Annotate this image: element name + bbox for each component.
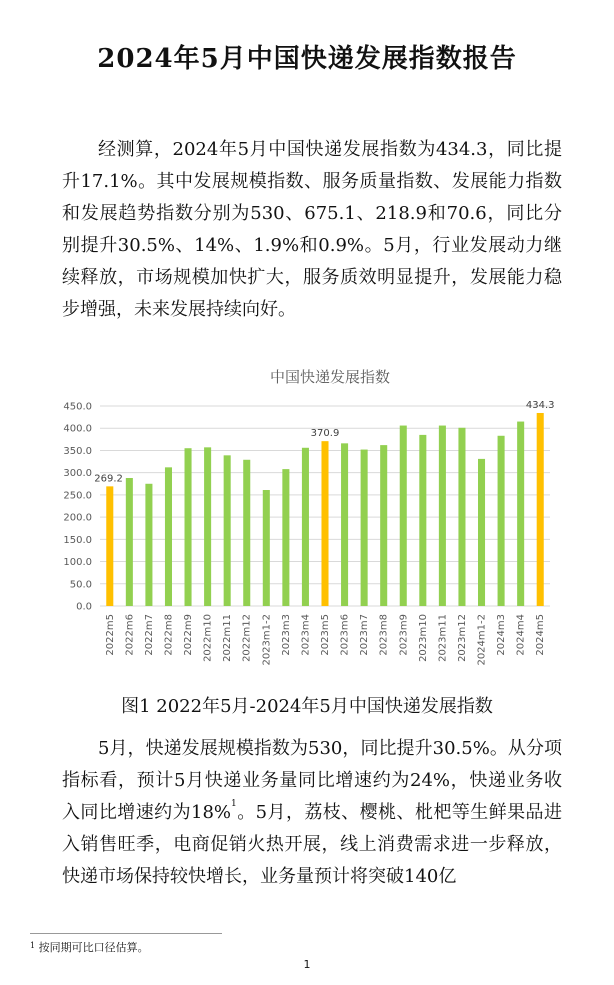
y-tick-label: 200.0 bbox=[63, 512, 92, 524]
x-tick-label: 2024m1-2 bbox=[476, 614, 488, 666]
x-tick-label: 2022m6 bbox=[124, 614, 136, 656]
bar-2023m1-2[interactable] bbox=[263, 490, 270, 606]
bar-2023m7[interactable] bbox=[361, 450, 368, 606]
bar-2023m9[interactable] bbox=[400, 426, 407, 606]
x-tick-label: 2023m10 bbox=[417, 614, 429, 662]
y-tick-label: 250.0 bbox=[63, 490, 92, 502]
scale-text bbox=[62, 733, 562, 893]
page-number: 1 bbox=[303, 958, 311, 971]
x-tick-label: 2023m8 bbox=[378, 614, 390, 656]
scale-text-b: 。5月，荔枝、樱桃、枇杷等生鲜果品进入销售旺季，电商促销火热开展，线上消费需求进一步释放，快递市场保持较快增长，业务量预计将突破140亿 bbox=[62, 802, 562, 887]
bar-2024m1-2[interactable] bbox=[478, 459, 485, 606]
x-tick-label: 2022m8 bbox=[163, 614, 175, 656]
x-tick-label: 2024m4 bbox=[515, 614, 527, 656]
chart-title: 中国快递发展指数 bbox=[269, 368, 391, 386]
intro-paragraph bbox=[62, 134, 562, 326]
y-tick-label: 0.0 bbox=[76, 601, 92, 613]
bar-2022m12[interactable] bbox=[243, 460, 250, 606]
figure-caption: 图1 2022年5月-2024年5月中国快递发展指数 bbox=[121, 696, 493, 717]
x-tick-label: 2023m5 bbox=[320, 614, 331, 656]
bar-2023m4[interactable] bbox=[302, 448, 309, 606]
bar-2023m12[interactable] bbox=[458, 428, 465, 606]
bar-2022m10[interactable] bbox=[204, 447, 211, 606]
y-tick-label: 350.0 bbox=[63, 445, 92, 457]
bar-2022m7[interactable] bbox=[145, 484, 152, 606]
x-tick-label: 2023m3 bbox=[280, 614, 292, 656]
x-tick-label: 2023m7 bbox=[359, 614, 371, 656]
x-tick-label: 2022m10 bbox=[202, 614, 214, 662]
y-tick-label: 450.0 bbox=[63, 401, 92, 413]
scale-text-a: 5月，快递发展规模指数为530，同比提升30.5%。从分项指标看，预计5月快递业务量同比增速约为24%，快递业务收入同比增速约为18% bbox=[62, 738, 562, 823]
report-title: 2024年5月中国快递发展指数报告 bbox=[97, 44, 517, 74]
bar-2024m3[interactable] bbox=[498, 436, 505, 606]
bar-2023m3[interactable] bbox=[282, 469, 289, 606]
chart-svg bbox=[60, 362, 560, 670]
bar-2024m5[interactable] bbox=[537, 413, 544, 606]
x-tick-label: 2023m1-2 bbox=[261, 614, 273, 666]
footnote-divider bbox=[30, 933, 222, 934]
data-label-2022m5: 269.2 bbox=[94, 473, 123, 485]
express-index-chart bbox=[60, 362, 560, 670]
bar-2022m11[interactable] bbox=[224, 455, 231, 606]
footnote-ref[interactable]: 1 bbox=[231, 799, 237, 809]
x-tick-label: 2023m4 bbox=[300, 614, 312, 656]
intro-text: 经测算，2024年5月中国快递发展指数为434.3，同比提升17.1%。其中发展规模指数、服务质量指数、发展能力指数和发展趋势指数分别为530、675.1、218.9和70.6，同比分别提升30.5%、14%、1.9%和0.9%。5月，行业发展动力继续释放，市场规模加快扩大，服务质效明显提升，发展能力稳步增强，未来发展持续向好。 bbox=[62, 139, 562, 320]
y-tick-label: 150.0 bbox=[63, 534, 92, 546]
data-label-2024m5: 434.3 bbox=[525, 399, 555, 411]
y-tick-label: 400.0 bbox=[63, 423, 92, 435]
x-tick-label: 2023m11 bbox=[437, 614, 449, 662]
x-tick-label: 2022m7 bbox=[143, 614, 155, 656]
footnote-number: 1 bbox=[30, 941, 36, 950]
bar-2022m9[interactable] bbox=[185, 448, 192, 606]
bar-2023m10[interactable] bbox=[419, 435, 426, 606]
x-tick-label: 2023m12 bbox=[456, 614, 468, 662]
bar-2024m4[interactable] bbox=[517, 422, 524, 606]
x-tick-label: 2024m5 bbox=[535, 614, 547, 656]
x-tick-label: 2023m9 bbox=[398, 614, 410, 656]
y-tick-label: 100.0 bbox=[63, 557, 92, 569]
x-tick-label: 2022m12 bbox=[241, 614, 253, 662]
y-tick-label: 300.0 bbox=[63, 468, 92, 480]
bar-2022m8[interactable] bbox=[165, 467, 172, 606]
bar-2023m11[interactable] bbox=[439, 426, 446, 606]
y-tick-label: 50.0 bbox=[69, 579, 92, 591]
x-tick-label: 2024m3 bbox=[496, 614, 508, 656]
x-tick-label: 2023m6 bbox=[339, 614, 351, 656]
bar-2023m6[interactable] bbox=[341, 443, 348, 606]
x-tick-label: 2022m11 bbox=[222, 614, 234, 662]
bar-2023m8[interactable] bbox=[380, 445, 387, 606]
scale-paragraph bbox=[62, 733, 562, 893]
x-tick-label: 2022m9 bbox=[183, 614, 195, 656]
footnote-text: 按同期可比口径估算。 bbox=[38, 941, 149, 954]
bar-2023m5[interactable] bbox=[321, 441, 328, 606]
x-tick-label: 2022m5 bbox=[104, 614, 116, 656]
data-label-2023m5: 370.9 bbox=[310, 428, 340, 440]
footnote bbox=[30, 939, 149, 955]
bar-2022m5[interactable] bbox=[106, 486, 113, 606]
bar-2022m6[interactable] bbox=[126, 478, 133, 606]
